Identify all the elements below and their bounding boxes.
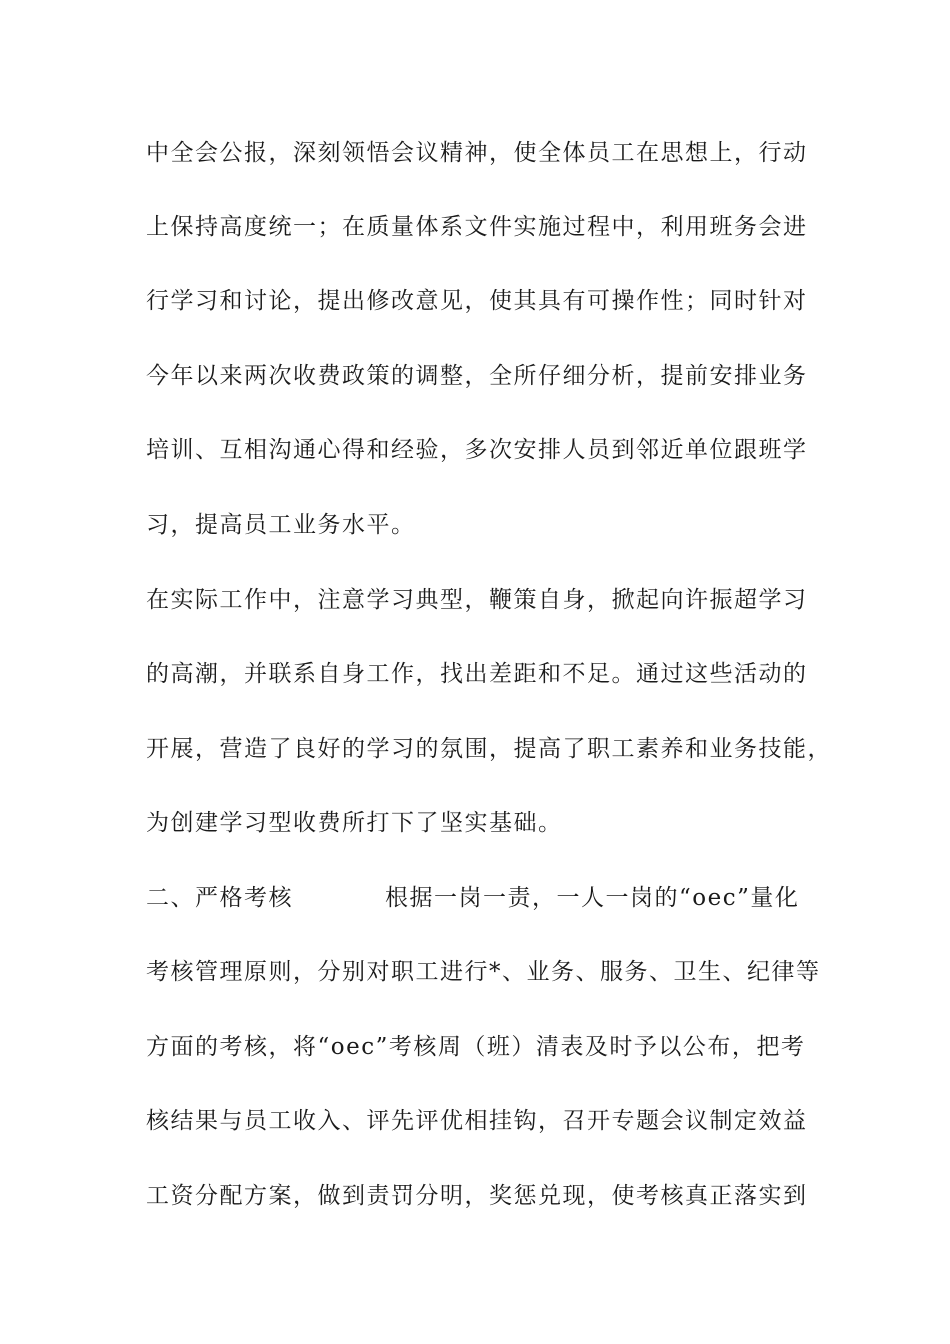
text-line: 开展，营造了良好的学习的氛围，提高了职工素养和业务技能， bbox=[146, 736, 832, 762]
text-line: 方面的考核，将“oec”考核周（班）清表及时予以公布，把考 bbox=[146, 1034, 806, 1060]
text-line: 习，提高员工业务水平。 bbox=[146, 512, 416, 538]
text-line: 培训、互相沟通心得和经验，多次安排人员到邻近单位跟班学 bbox=[146, 437, 808, 463]
section-first-line: 根据一岗一责，一人一岗的“oec”量化 bbox=[385, 885, 800, 911]
text-line: 工资分配方案，做到责罚分明，奖惩兑现，使考核真正落实到 bbox=[146, 1183, 808, 1209]
text-line: 的高潮，并联系自身工作，找出差距和不足。通过这些活动的 bbox=[146, 661, 808, 687]
text-line: 行学习和讨论，提出修改意见，使其具有可操作性；同时针对 bbox=[146, 288, 808, 314]
text-line: 中全会公报，深刻领悟会议精神，使全体员工在思想上，行动 bbox=[146, 140, 808, 166]
text-line: 考核管理原则，分别对职工进行*、业务、服务、卫生、纪律等 bbox=[146, 959, 821, 985]
text-line: 核结果与员工收入、评先评优相挂钩，召开专题会议制定效益 bbox=[146, 1108, 808, 1134]
text-line: 上保持高度统一；在质量体系文件实施过程中，利用班务会进 bbox=[146, 214, 808, 240]
text-line: 为创建学习型收费所打下了坚实基础。 bbox=[146, 810, 563, 836]
section-heading: 二、严格考核 bbox=[146, 885, 293, 911]
text-line: 今年以来两次收费政策的调整，全所仔细分析，提前安排业务 bbox=[146, 363, 808, 389]
text-line: 在实际工作中，注意学习典型，鞭策自身，掀起向许振超学习 bbox=[146, 587, 808, 613]
section-heading-line bbox=[146, 883, 816, 913]
